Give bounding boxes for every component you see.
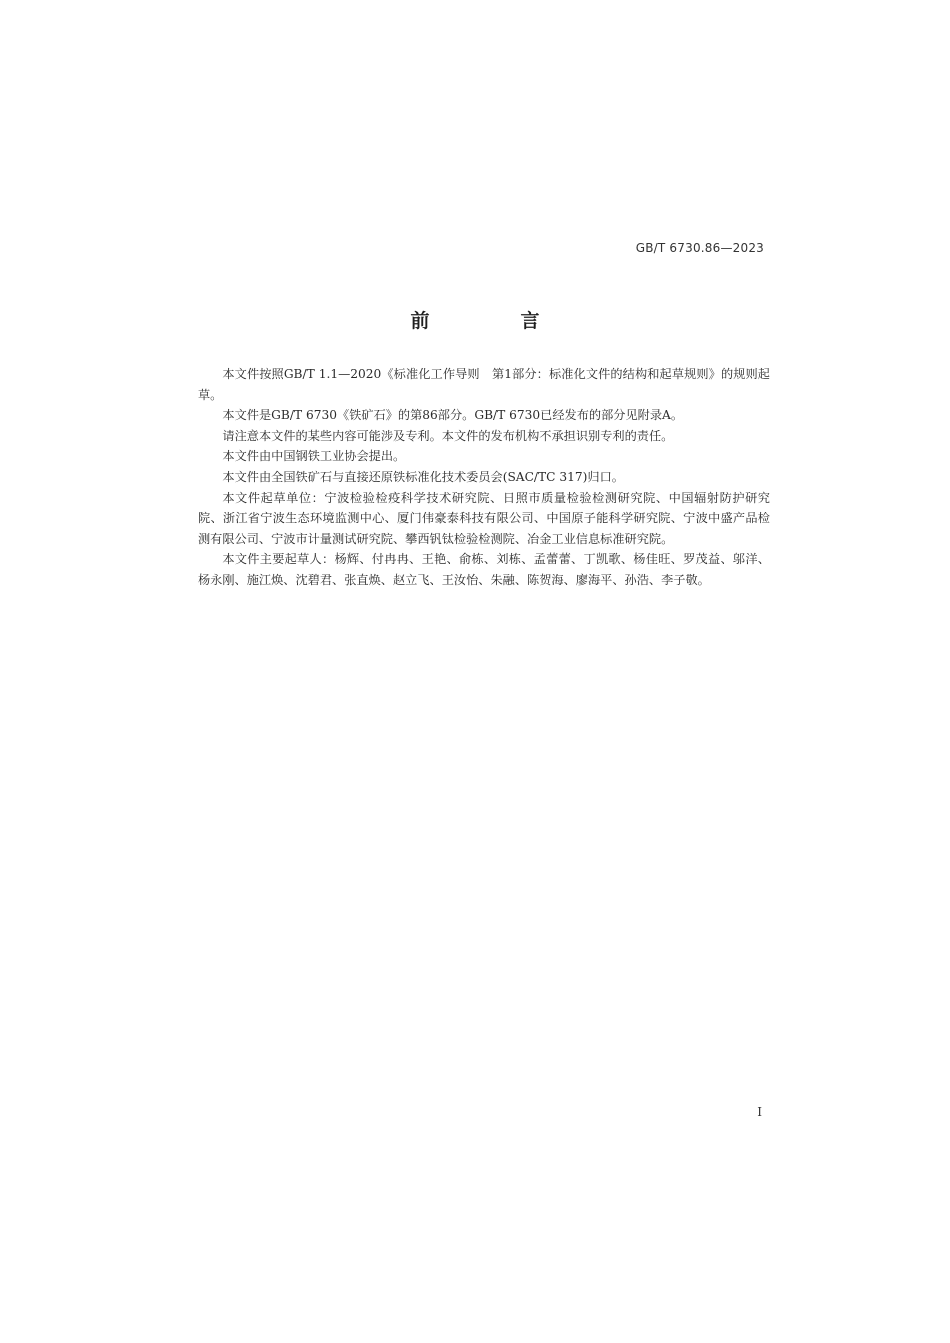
foreword-body xyxy=(198,364,770,591)
paragraph-drafting-rules: 本文件按照GB/T 1.1—2020《标准化工作导则 第1部分：标准化文件的结构和起草规则》的规则起草。 xyxy=(198,367,770,402)
paragraph-drafting-units: 本文件起草单位：宁波检验检疫科学技术研究院、日照市质量检验检测研究院、中国辐射防护研究院、浙江省宁波生态环境监测中心、厦门伟豪泰科技有限公司、中国原子能科学研究院、宁波中盛产品检测有限公司、宁波市计量测试研究院、攀西钒钛检验检测院、冶金工业信息标准研究院。 xyxy=(198,490,770,546)
paragraph-part-info: 本文件是GB/T 6730《铁矿石》的第86部分。GB/T 6730已经发布的部分见附录A。 xyxy=(222,408,684,423)
page-title: 前 言 xyxy=(410,310,576,332)
standard-code: GB/T 6730.86—2023 xyxy=(635,241,764,255)
paragraph-patent-notice: 请注意本文件的某些内容可能涉及专利。本文件的发布机构不承担识别专利的责任。 xyxy=(222,428,674,443)
paragraph-committee: 本文件由全国铁矿石与直接还原铁标准化技术委员会(SAC/TC 317)归口。 xyxy=(222,469,624,484)
page-number: I xyxy=(757,1105,762,1119)
paragraph-drafters: 本文件主要起草人：杨辉、付冉冉、王艳、俞栋、刘栋、孟蕾蕾、丁凯歌、杨佳旺、罗茂益、邬洋、杨永刚、施江焕、沈碧君、张直焕、赵立飞、王汝怡、朱融、陈贺海、廖海平、孙浩、李子敬。 xyxy=(198,552,770,587)
paragraph-proposer: 本文件由中国钢铁工业协会提出。 xyxy=(222,449,406,464)
